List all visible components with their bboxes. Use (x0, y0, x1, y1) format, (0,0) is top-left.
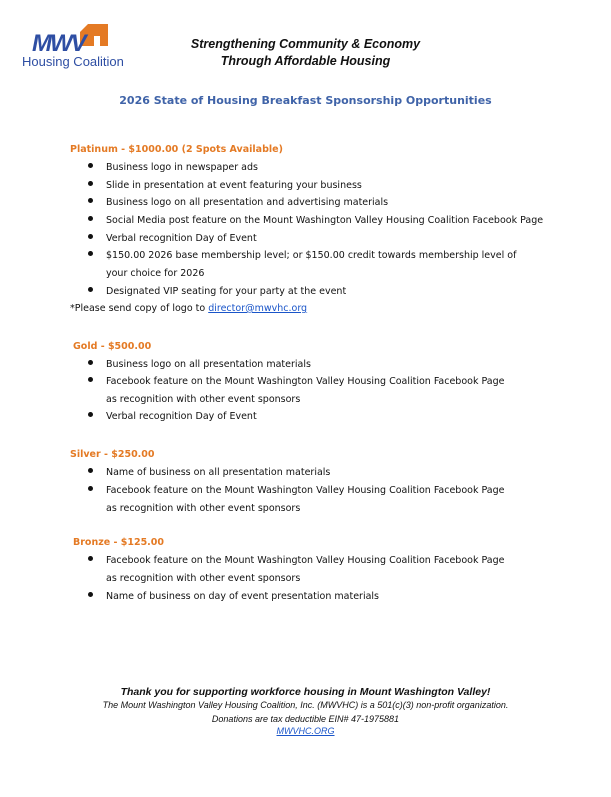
logo-mark: MWV (32, 30, 85, 57)
list-item: Facebook feature on the Mount Washington Valley Housing Coalition Facebook Page as recognition with other event sponsors (106, 482, 516, 517)
logo-name: Housing Coalition (22, 54, 124, 69)
logo-note (70, 303, 307, 314)
tagline (0, 36, 611, 70)
tier-heading-bronze: Bronze - $125.00 (73, 537, 165, 548)
list-item: Name of business on all presentation materials (106, 464, 506, 482)
list-item: Business logo on all presentation and advertising materials (106, 194, 506, 212)
list-item: Business logo on all presentation materials (106, 356, 506, 374)
footer-tax-line: Donations are tax deductible EIN# 47-1975881 (211, 714, 400, 724)
footer-org-line: The Mount Washington Valley Housing Coalition, Inc. (MWVHC) is a 501(c)(3) non-profit organization. (102, 700, 509, 710)
document-title: 2026 State of Housing Breakfast Sponsorship Opportunities (119, 94, 492, 107)
list-item: Social Media post feature on the Mount Washington Valley Housing Coalition Facebook Page (106, 212, 546, 230)
email-link[interactable]: director@mwvhc.org (208, 303, 308, 314)
footer (0, 686, 611, 736)
list-item: $150.00 2026 base membership level; or $150.00 credit towards membership level of your choice for 2026 (106, 247, 521, 282)
tier-heading-platinum: Platinum - $1000.00 (2 Spots Available) (70, 144, 283, 155)
list-item: Verbal recognition Day of Event (106, 230, 506, 248)
list-item: Business logo in newspaper ads (106, 159, 506, 177)
list-item: Verbal recognition Day of Event (106, 408, 506, 426)
logo-note-text: *Please send copy of logo to (70, 303, 209, 314)
footer-website-link[interactable]: MWVHC.ORG (276, 726, 335, 736)
footer-thanks: Thank you for supporting workforce housing in Mount Washington Valley! (120, 686, 491, 698)
list-item: Name of business on day of event presentation materials (106, 588, 506, 606)
tagline-line-2: Through Affordable Housing (220, 54, 391, 68)
tagline-line-1: Strengthening Community & Economy (190, 37, 421, 51)
tier-heading-silver: Silver - $250.00 (70, 449, 155, 460)
list-item: Designated VIP seating for your party at the event (106, 283, 506, 301)
list-item: Slide in presentation at event featuring your business (106, 177, 506, 195)
tier-heading-gold: Gold - $500.00 (73, 341, 152, 352)
list-item: Facebook feature on the Mount Washington Valley Housing Coalition Facebook Page as recognition with other event sponsors (106, 373, 516, 408)
list-item: Facebook feature on the Mount Washington Valley Housing Coalition Facebook Page as recognition with other event sponsors (106, 552, 516, 587)
